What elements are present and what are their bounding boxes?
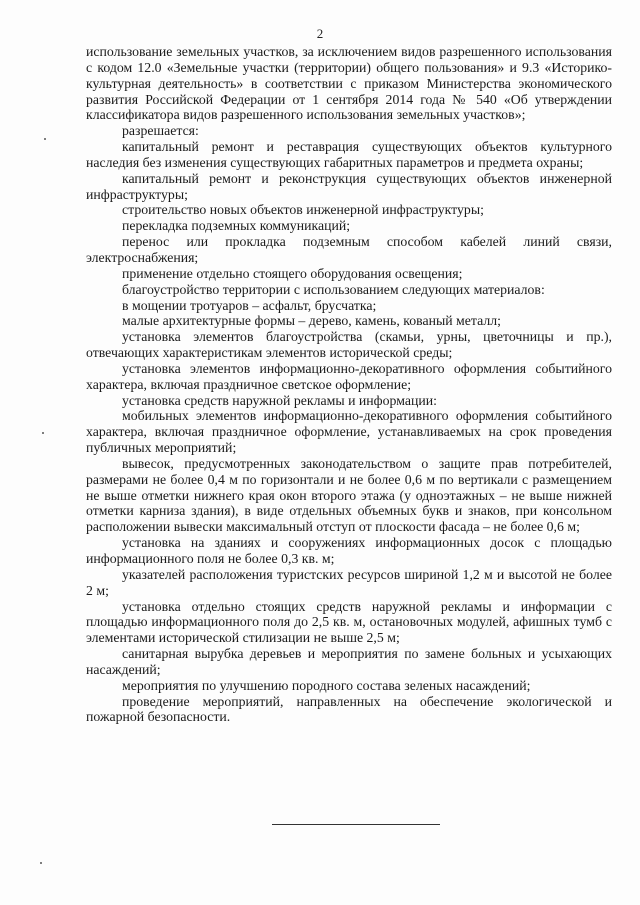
paragraph: установка элементов информационно-декоративного оформления событийного характера, включая праздничное светское оформление;: [86, 360, 612, 392]
paragraph: установка на зданиях и сооружениях информационных досок с площадью информационного поля не более 0,3 кв. м;: [86, 535, 612, 566]
paragraph: указателей расположения туристских ресурсов шириной 1,2 м и высотой не более 2 м;: [86, 566, 612, 598]
scan-speck: [42, 432, 44, 434]
paragraph: малые архитектурные формы – дерево, камень, кованый металл;: [122, 313, 501, 329]
paragraph: перекладка подземных коммуникаций;: [122, 218, 351, 234]
paragraph: использование земельных участков, за исключением видов разрешенного использования с кодом 12.0 «Земельные участки (территории) общего пользования» и 9.3 «Историко-культурная деятельность» в соответствии с приказом Министерства экономического развития Российской Федерации от 1 сентября 2014 года № 540 «Об утверждении классификатора видов разрешенного использования земельных участков»;: [86, 44, 612, 123]
signature-line: [272, 824, 440, 825]
document-body: [86, 44, 612, 725]
paragraph: в мощении тротуаров – асфальт, брусчатка;: [122, 297, 377, 313]
paragraph: строительство новых объектов инженерной инфраструктуры;: [122, 202, 484, 218]
paragraph: капитальный ремонт и реконструкция существующих объектов инженерной инфраструктуры;: [86, 170, 612, 202]
paragraph: благоустройство территории с использованием следующих материалов:: [122, 281, 545, 297]
paragraph: установка элементов благоустройства (скамьи, урны, цветочницы и пр.), отвечающих характеристикам элементов исторической среды;: [86, 329, 612, 361]
paragraph: вывесок, предусмотренных законодательством о защите прав потребителей, размерами не более 0,4 м по горизонтали и не более 0,6 м по вертикали с размещением не выше отметки нижнего края окон второго этажа (у одноэтажных – не выше нижней отметки карниза здания), в виде отдельных объемных букв и знаков, при консольном расположении вывески максимальный отступ от плоскости фасада – не более 0,6 м;: [86, 455, 612, 535]
scan-speck: [44, 138, 46, 140]
paragraph: установка средств наружной рекламы и информации:: [122, 392, 437, 408]
paragraph: мероприятия по улучшению породного состава зеленых насаждений;: [122, 677, 531, 693]
paragraph: капитальный ремонт и реставрация существующих объектов культурного наследия без изменения существующих габаритных параметров и предмета охраны;: [86, 139, 612, 170]
paragraph: применение отдельно стоящего оборудования освещения;: [122, 265, 463, 281]
paragraph: разрешается:: [122, 123, 199, 139]
scan-speck: [40, 862, 42, 864]
page-number: 2: [316, 26, 324, 41]
paragraph: перенос или прокладка подземным способом кабелей линий связи, электроснабжения;: [86, 234, 612, 265]
paragraph: мобильных элементов информационно-декоративного оформления событийного характера, включая праздничное оформление, устанавливаемых на срок проведения публичных мероприятий;: [86, 408, 612, 456]
paragraph: проведение мероприятий, направленных на обеспечение экологической и пожарной безопасности.: [86, 693, 612, 725]
paragraph: установка отдельно стоящих средств наружной рекламы и информации с площадью информационного поля до 2,5 кв. м, остановочных модулей, афишных тумб с элементами исторической стилизации не выше 2,5 м;: [86, 598, 612, 646]
paragraph: санитарная вырубка деревьев и мероприятия по замене больных и усыхающих насаждений;: [86, 646, 612, 677]
